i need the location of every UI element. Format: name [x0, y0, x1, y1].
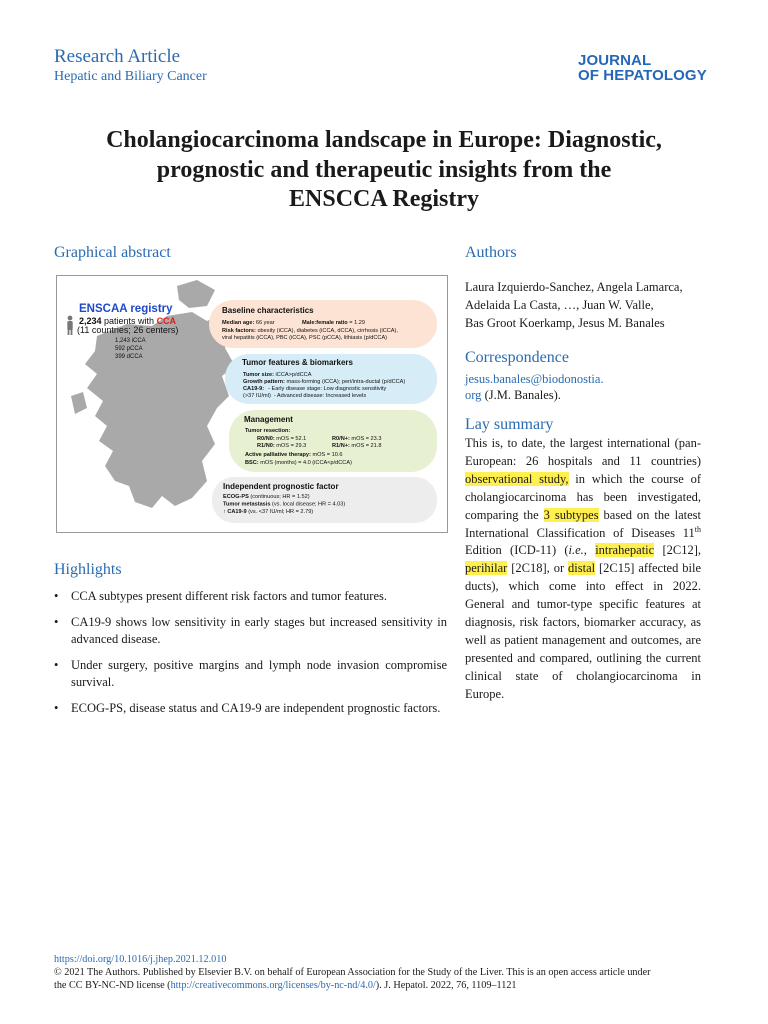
- prognostic-title: Independent prognostic factor: [223, 482, 339, 491]
- bullet-icon: •: [54, 658, 59, 672]
- doi-link[interactable]: https://doi.org/10.1016/j.jhep.2021.12.010: [54, 954, 227, 965]
- authors-line: Bas Groot Koerkamp, Jesus M. Banales: [465, 316, 665, 330]
- tumor-line-4: (>37 IU/ml) - Advanced disease: Increased levels: [243, 393, 367, 399]
- correspondence-heading: Correspondence: [465, 349, 569, 366]
- graphical-abstract-figure: [57, 276, 447, 532]
- highlights-heading: Highlights: [54, 561, 122, 578]
- authors-line: Laura Izquierdo-Sanchez, Angela Lamarca,: [465, 280, 683, 294]
- management-line-1: Tumor resection:: [245, 428, 291, 434]
- tumor-line-3: CA19-9: - Early disease stage: Low diagnostic sensitivity: [243, 386, 387, 392]
- management-line-4: Active palliative therapy: mOS = 10.6: [245, 452, 343, 458]
- authors-heading: Authors: [465, 244, 517, 261]
- highlighted-term: distal: [568, 561, 596, 576]
- management-line-5: BSC: mOS (months) = 4.0 (iCCA<p/dCCA): [245, 460, 352, 466]
- bullet-icon: •: [54, 701, 59, 715]
- highlighted-term: observational study,: [465, 471, 569, 486]
- correspondence-name: (J.M. Banales).: [481, 387, 561, 402]
- article-subject: Hepatic and Biliary Cancer: [54, 69, 207, 84]
- correspondence: [465, 372, 705, 403]
- countries-line: (11 countries; 26 centers): [77, 325, 179, 335]
- management-line-2: R0/N0: mOS = 52.1 R0/N+: mOS = 23.3: [257, 436, 382, 442]
- registry-title: ENSCAA registry: [79, 303, 173, 315]
- highlights-list: [54, 588, 447, 726]
- authors-list: [465, 278, 705, 332]
- tumor-line-1: Tumor size: iCCA>p/dCCA: [243, 372, 312, 378]
- copyright-line: © 2021 The Authors. Published by Elsevier B.V. on behalf of European Association for the Study of the Liver. This is an open access article under: [54, 967, 651, 978]
- article-type: Research Article: [54, 46, 181, 67]
- count-icca: 1,243 iCCA: [115, 338, 146, 344]
- journal-logo: [578, 53, 707, 83]
- lay-summary-heading: Lay summary: [465, 416, 554, 433]
- prognostic-line-2: Tumor metastasis (vs. local disease; HR = 4.03): [223, 501, 346, 508]
- highlighted-term: perihilar: [465, 561, 508, 576]
- highlight-item: • Under surgery, positive margins and lymph node invasion compromise survival.: [54, 658, 447, 689]
- highlighted-term: 3 subtypes: [543, 507, 599, 522]
- management-line-3: R1/N0: mOS = 29.3 R1/N+: mOS = 21.8: [257, 443, 382, 449]
- patients-line: 2,234 patients with CCA: [79, 316, 177, 326]
- article-title: [40, 126, 728, 215]
- license-link[interactable]: http://creativecommons.org/licenses/by-nc-nd/4.0/: [170, 980, 376, 991]
- bullet-icon: •: [54, 615, 59, 629]
- prognostic-line-3: ↑ CA19-9 (vs. <37 IU/ml; HR = 2.79): [223, 509, 314, 515]
- lay-summary-text: This is, to date, the largest international (pan-European: 26 hospitals and 11 countries) observational study, in which the course of cholangiocarcinoma has been investigated, comparing the 3 subtypes based on the latest International Classification of Diseases 11th Edition (ICD-11) (i.e., intrahepatic [2C12], perihilar [2C18], or distal [2C15] affected bile ducts), which come into effect in 2022. General and tumor-type specific features at diagnosis, risk factors, biomarker accuracy, as well as patient management and outcomes, are presented and compared, outlining the current clinical state of cholangiocarcinoma in Europe.: [465, 436, 702, 701]
- title-line-3: ENSCCA Registry: [289, 186, 479, 212]
- baseline-title: Baseline characteristics: [222, 306, 314, 315]
- baseline-line-2: Risk factors: obesity (iCCA), diabetes (iCCA, dCCA), cirrhosis (iCCA),: [222, 328, 398, 334]
- title-line-2: prognostic and therapeutic insights from the: [156, 156, 612, 183]
- person-icon: [67, 316, 72, 335]
- title-line-1: Cholangiocarcinoma landscape in Europe: Diagnostic,: [106, 127, 662, 153]
- journal-logo-line2: OF HEPATOLOGY: [578, 67, 707, 84]
- highlighted-term: intrahepatic: [595, 543, 655, 558]
- highlight-item: • ECOG-PS, disease status and CA19-9 are independent prognostic factors.: [54, 701, 441, 715]
- graphical-abstract-heading: Graphical abstract: [54, 244, 171, 261]
- tumor-line-2: Growth pattern: mass-forming (iCCA); peri/intra-ductal (p/dCCA): [243, 379, 406, 385]
- bullet-icon: •: [54, 589, 59, 603]
- baseline-line-1: Median age: 66 year Male:female ratio = 1.29: [222, 320, 365, 326]
- tumor-title: Tumor features & biomarkers: [242, 358, 353, 367]
- baseline-line-3: viral hepatitis (iCCA), PBC (iCCA), PSC (pCCA), lithiasis (p/dCCA): [222, 335, 388, 341]
- footer: [54, 953, 719, 992]
- graphical-abstract: [56, 275, 448, 533]
- license-line: the CC BY-NC-ND license (http://creativecommons.org/licenses/by-nc-nd/4.0/). J. Hepatol. 2022, 76, 1109–1121: [54, 980, 517, 991]
- count-pcca: 592 pCCA: [115, 346, 143, 352]
- correspondence-email-link[interactable]: jesus.banales@biodonostia. org: [465, 372, 604, 402]
- count-dcca: 399 dCCA: [115, 354, 143, 360]
- superscript: th: [694, 524, 701, 534]
- journal-logo-line1: JOURNAL: [578, 52, 652, 69]
- highlight-item: • CCA subtypes present different risk factors and tumor features.: [54, 589, 388, 603]
- management-title: Management: [244, 415, 293, 424]
- prognostic-line-1: ECOG-PS (continuous; HR = 1.52): [223, 494, 310, 500]
- authors-line: Adelaida La Casta, …, Juan W. Valle,: [465, 298, 654, 312]
- highlight-item: • CA19-9 shows low sensitivity in early stages but increased sensitivity in advanced disease.: [54, 615, 447, 646]
